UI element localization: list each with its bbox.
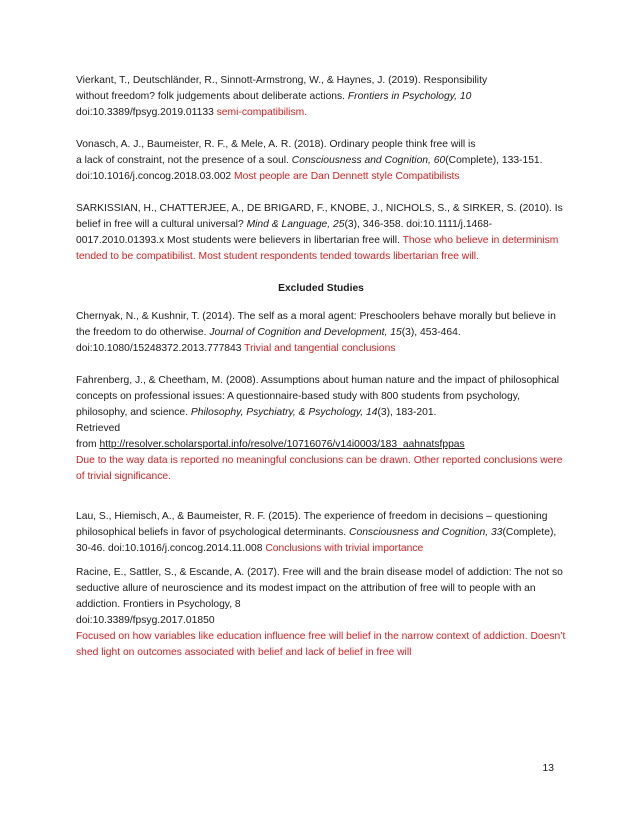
- ref-note: Most people are Dan Dennett style Compatibilists: [234, 171, 460, 182]
- ref-text: a lack of constraint, not the presence of a soul.: [76, 155, 292, 166]
- ref-doi: (Complete), 133-151. doi:10.1016/j.concog.2018.03.002: [76, 155, 543, 182]
- reference-vierkant: [76, 73, 566, 121]
- ref-journal: Frontiers in Psychology, 10: [347, 91, 472, 102]
- ref-journal: Consciousness and Cognition, 60: [291, 155, 446, 166]
- ref-note: semi-compatibilism.: [216, 107, 308, 118]
- ref-text: SARKISSIAN, H., CHATTERJEE, A., DE BRIGARD, F., KNOBE, J., NICHOLS, S., & SIRKER, S. (2010). Is: [76, 203, 563, 214]
- ref-text: Chernyak, N., & Kushnir, T. (2014). The self as a moral agent: Preschoolers behave morally but believe in the freedom to do otherwise.: [76, 311, 556, 338]
- ref-url-link[interactable]: http://resolver.scholarsportal.info/resolve/10716076/v14i0003/183_aahnatsfppas: [99, 439, 465, 450]
- ref-text: without freedom? folk judgements about deliberate actions.: [76, 91, 348, 102]
- page-number: 13: [542, 763, 554, 774]
- ref-text: Fahrenberg, J., & Cheetham, M. (2008). Assumptions about human nature and the impact of philosophical concepts on professional issues: A questionnaire-based study with 800 students from psychology, philosophy, and science.: [76, 375, 560, 418]
- ref-pages: (3), 183-201.: [377, 407, 437, 418]
- ref-journal: Consciousness and Cognition, 33: [349, 527, 503, 538]
- ref-text: belief in free will a cultural universal?: [76, 219, 247, 230]
- ref-journal: Journal of Cognition and Development, 15: [209, 327, 402, 338]
- ref-text: Lau, S., Hiemisch, A., & Baumeister, R. F. (2015). The experience of freedom in decisions – questioning philosophical beliefs in favor of psychological determinants.: [76, 511, 548, 538]
- ref-text: Vonasch, A. J., Baumeister, R. F., & Mele, A. R. (2018). Ordinary people think free will is: [76, 139, 476, 150]
- ref-text: Racine, E., Sattler, S., & Escande, A. (2017). Free will and the brain disease model of addiction: The not so seductive allure of neuroscience and its modest impact on the attribution of free will to people with an addiction. Frontiers in Psychology, 8: [76, 567, 563, 610]
- ref-note: Focused on how variables like education influence free will belief in the narrow context of addiction. Doesn’t shed light on outcomes associated with belief and lack of belief in free will: [76, 631, 566, 658]
- reference-sarkissian: [76, 201, 566, 265]
- ref-from: from: [76, 439, 100, 450]
- excluded-studies-heading: Excluded Studies: [278, 283, 364, 294]
- ref-retrieved: Retrieved: [76, 423, 121, 434]
- ref-doi: doi:10.3389/fpsyg.2017.01850: [76, 615, 215, 626]
- ref-doi: (Complete), 30-46. doi:10.1016/j.concog.2014.11.008: [76, 527, 557, 554]
- ref-doi: doi:10.3389/fpsyg.2019.01133: [76, 107, 217, 118]
- reference-fahrenberg: [76, 373, 566, 485]
- reference-vonasch: [76, 137, 566, 185]
- ref-text: Vierkant, T., Deutschländer, R., Sinnott-Armstrong, W., & Haynes, J. (2019). Responsibility: [76, 75, 488, 86]
- reference-chernyak: [76, 309, 566, 357]
- document-page: [76, 73, 566, 661]
- ref-journal: Philosophy, Psychiatry, & Psychology, 14: [190, 407, 378, 418]
- reference-lau: [76, 509, 566, 557]
- ref-journal: Mind & Language, 25: [246, 219, 345, 230]
- reference-racine: [76, 565, 566, 661]
- ref-doi: (3), 346-358. doi:10.1111/j.1468-0017.2010.01393.x Most students were believers in libertarian free will.: [76, 219, 493, 246]
- ref-note: Those who believe in determinism tended to be compatibilist. Most student respondents tended towards libertarian free will.: [76, 235, 559, 262]
- ref-doi: (3), 453-464. doi:10.1080/15248372.2013.777843: [76, 327, 461, 354]
- ref-note: Due to the way data is reported no meaningful conclusions can be drawn. Other reported conclusions were of trivial significance.: [76, 455, 563, 482]
- ref-note: Trivial and tangential conclusions: [244, 343, 396, 354]
- ref-note: Conclusions with trivial importance: [265, 543, 424, 554]
